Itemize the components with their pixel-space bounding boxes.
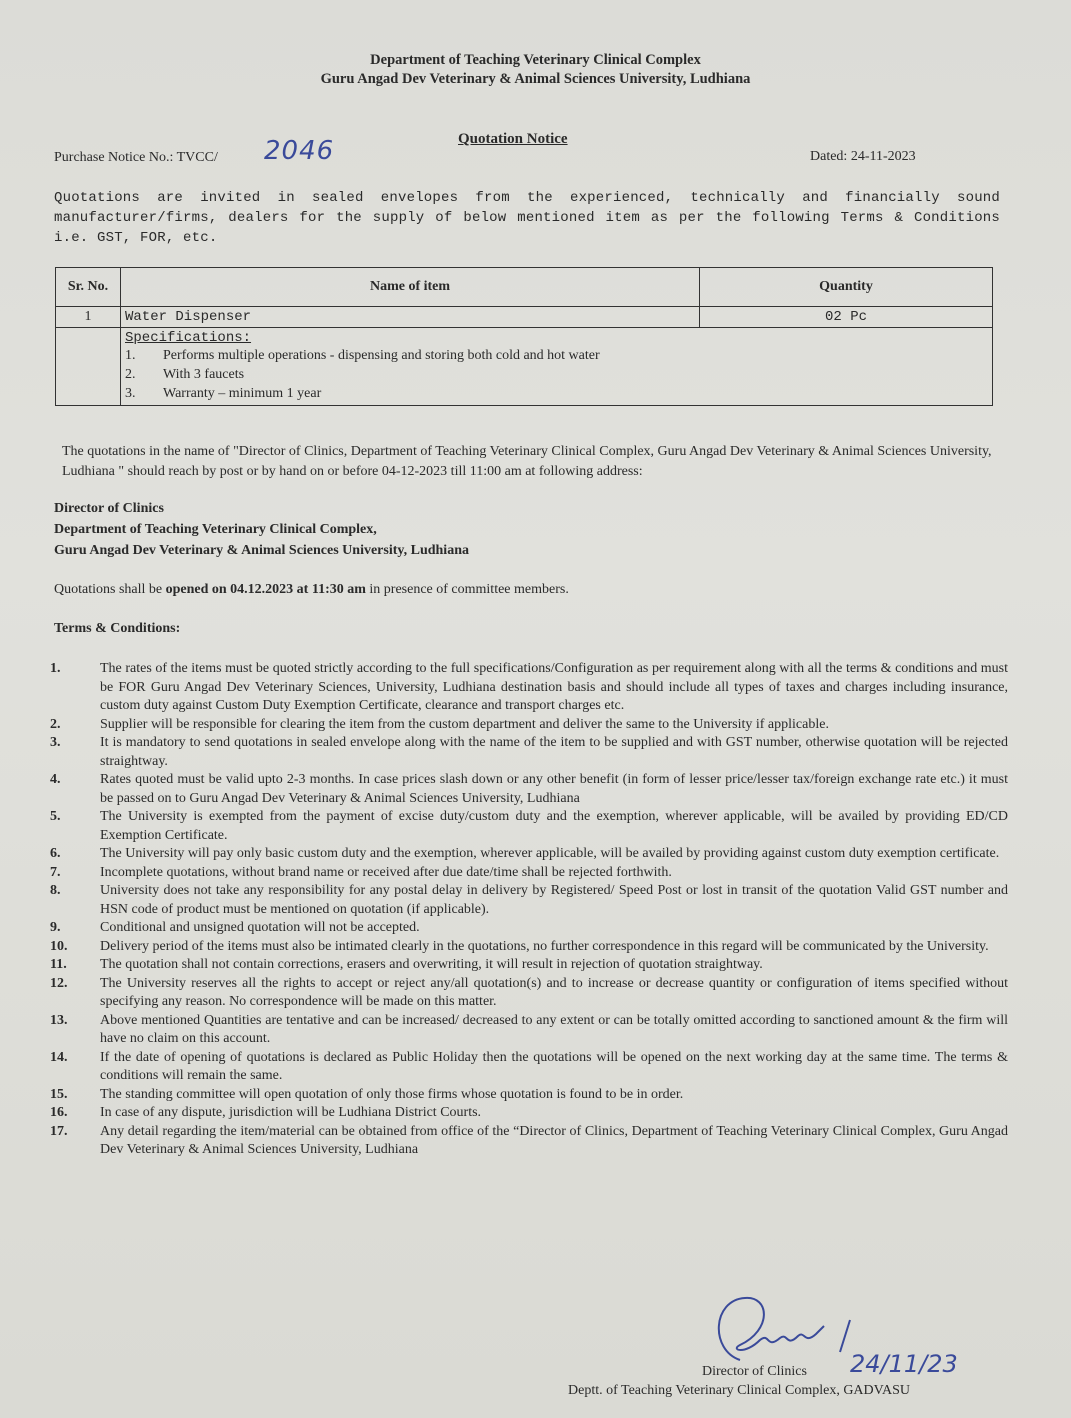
term-item: 12. The University reserves all the rights to accept or reject any/all quotation(s) and to increase or decrease quantity or configuration of items specified without specifying any reason. No correspondence will be made on this matter.	[50, 975, 1008, 1009]
term-item: 16. In case of any dispute, jurisdiction will be Ludhiana District Courts.	[50, 1105, 482, 1120]
term-item: 15. The standing committee will open quotation of only those firms whose quotation is found to be in order.	[50, 1086, 684, 1102]
items-table	[55, 267, 993, 406]
cell-specifications	[121, 328, 993, 406]
notice-date: Dated: 24-11-2023	[810, 149, 916, 164]
submission-paragraph: The quotations in the name of "Director of Clinics, Department of Teaching Veterinary Clinical Complex, Guru Angad Dev Veterinary & Animal Sciences University, Ludhiana " should reach by post or by hand on or before 04-12-2023 till 11:00 am at following address:	[62, 444, 992, 479]
cell-quantity: 02 Pc	[700, 307, 993, 328]
purchase-notice-number: 2046	[264, 136, 335, 166]
header-quantity: Quantity	[700, 268, 993, 307]
spec-row	[56, 328, 993, 406]
signature-date: 24/11/23	[850, 1350, 958, 1378]
term-item: 5. The University is exempted from the payment of excise duty/custom duty and the exemption, wherever applicable, will be availed by providing ED/CD Exemption Certificate.	[50, 809, 1008, 843]
purchase-notice-label: Purchase Notice No.: TVCC/	[54, 150, 218, 165]
term-item: 14. If the date of opening of quotations is declared as Public Holiday then the quotations will be opened on the next working day at the same time. The terms & conditions will remain the same.	[50, 1049, 1008, 1083]
header-line-2: Guru Angad Dev Veterinary & Animal Sciences University, Ludhiana	[320, 71, 751, 87]
term-item: 9. Conditional and unsigned quotation will not be accepted.	[50, 920, 420, 935]
spec-item: 2. With 3 faucets	[125, 367, 245, 382]
notice-title: Quotation Notice	[458, 131, 568, 147]
term-item: 7. Incomplete quotations, without brand name or received after due date/time shall be rejected forthwith.	[50, 864, 672, 880]
table-row	[56, 307, 993, 328]
term-item: 17. Any detail regarding the item/material can be obtained from office of the “Director of Clinics, Department of Teaching Veterinary Clinical Complex, Guru Angad Dev Veterinary & Animal Sciences University, Ludhiana	[50, 1123, 1008, 1157]
address-line-3: Guru Angad Dev Veterinary & Animal Sciences University, Ludhiana	[54, 543, 469, 558]
term-item: 10. Delivery period of the items must also be intimated clearly in the quotations, no further correspondence in this regard will be communicated by the University.	[50, 938, 989, 954]
spec-list	[125, 346, 988, 403]
term-item: 6. The University will pay only basic custom duty and the exemption, wherever applicable, will be availed by providing against custom duty exemption certificate.	[50, 846, 1000, 861]
spec-item: 1. Performs multiple operations - dispensing and storing both cold and hot water	[125, 348, 600, 363]
address-line-1: Director of Clinics	[54, 501, 164, 516]
cell-sr: 1	[56, 307, 121, 328]
term-item: 2. Supplier will be responsible for clearing the item from the custom department and deliver the same to the University if applicable.	[50, 716, 829, 732]
signatory-department: Deptt. of Teaching Veterinary Clinical Complex, GADVASU	[568, 1383, 910, 1398]
term-item: 11. The quotation shall not contain corrections, erasers and overwriting, it will result in rejection of quotation straightway.	[50, 957, 763, 972]
header-sr-no: Sr. No.	[56, 268, 121, 307]
term-item: 3. It is mandatory to send quotations in sealed envelope along with the name of the item to be supplied and with GST number, otherwise quotation will be rejected straightway.	[50, 735, 1008, 769]
opening-statement: Quotations shall be opened on 04.12.2023 at 11:30 am in presence of committee members.	[54, 582, 569, 597]
signatory-title: Director of Clinics	[702, 1364, 807, 1379]
terms-list	[50, 660, 1008, 1160]
address-line-2: Department of Teaching Veterinary Clinical Complex,	[54, 522, 377, 537]
cell-empty	[56, 328, 121, 406]
spec-item: 3. Warranty – minimum 1 year	[125, 386, 322, 401]
spec-heading: Specifications:	[125, 330, 252, 346]
intro-paragraph: Quotations are invited in sealed envelopes from the experienced, technically and financially sound manufacturer/firms, dealers for the supply of below mentioned item as per the following Terms & Conditions i.e. GST, FOR, etc.	[54, 190, 1000, 246]
term-item: 4. Rates quoted must be valid upto 2-3 months. In case prices slash down or any other benefit (in form of lesser price/lesser tax/foreign exchange rate etc.) it must be passed on to Guru Angad Dev Veterinary & Animal Sciences University, Ludhiana	[50, 772, 1008, 806]
table-header-row	[56, 268, 993, 307]
term-item: 13. Above mentioned Quantities are tentative and can be increased/ decreased to any extent or can be totally omitted according to sanctioned amount & the firm will have no claim on this account.	[50, 1012, 1008, 1046]
cell-item-name: Water Dispenser	[121, 307, 700, 328]
term-item: 1. The rates of the items must be quoted strictly according to the full specifications/Configuration as per requirement along with all the terms & conditions and must be FOR Guru Angad Dev Veterinary Sciences, University, Ludhiana destination basis and should include all types of taxes and charges including insurance, custom duty against Custom Duty Exemption Certificate, clearance and transport charges etc.	[50, 661, 1008, 713]
header-line-1: Department of Teaching Veterinary Clinical Complex	[370, 52, 701, 68]
terms-heading: Terms & Conditions:	[54, 621, 181, 636]
header-item-name: Name of item	[121, 268, 700, 307]
term-item: 8. University does not take any responsibility for any postal delay in delivery by Registered/ Speed Post or lost in transit of the quotation Valid GST number and HSN code of product must be mentioned on quotation (if applicable).	[50, 883, 1008, 917]
